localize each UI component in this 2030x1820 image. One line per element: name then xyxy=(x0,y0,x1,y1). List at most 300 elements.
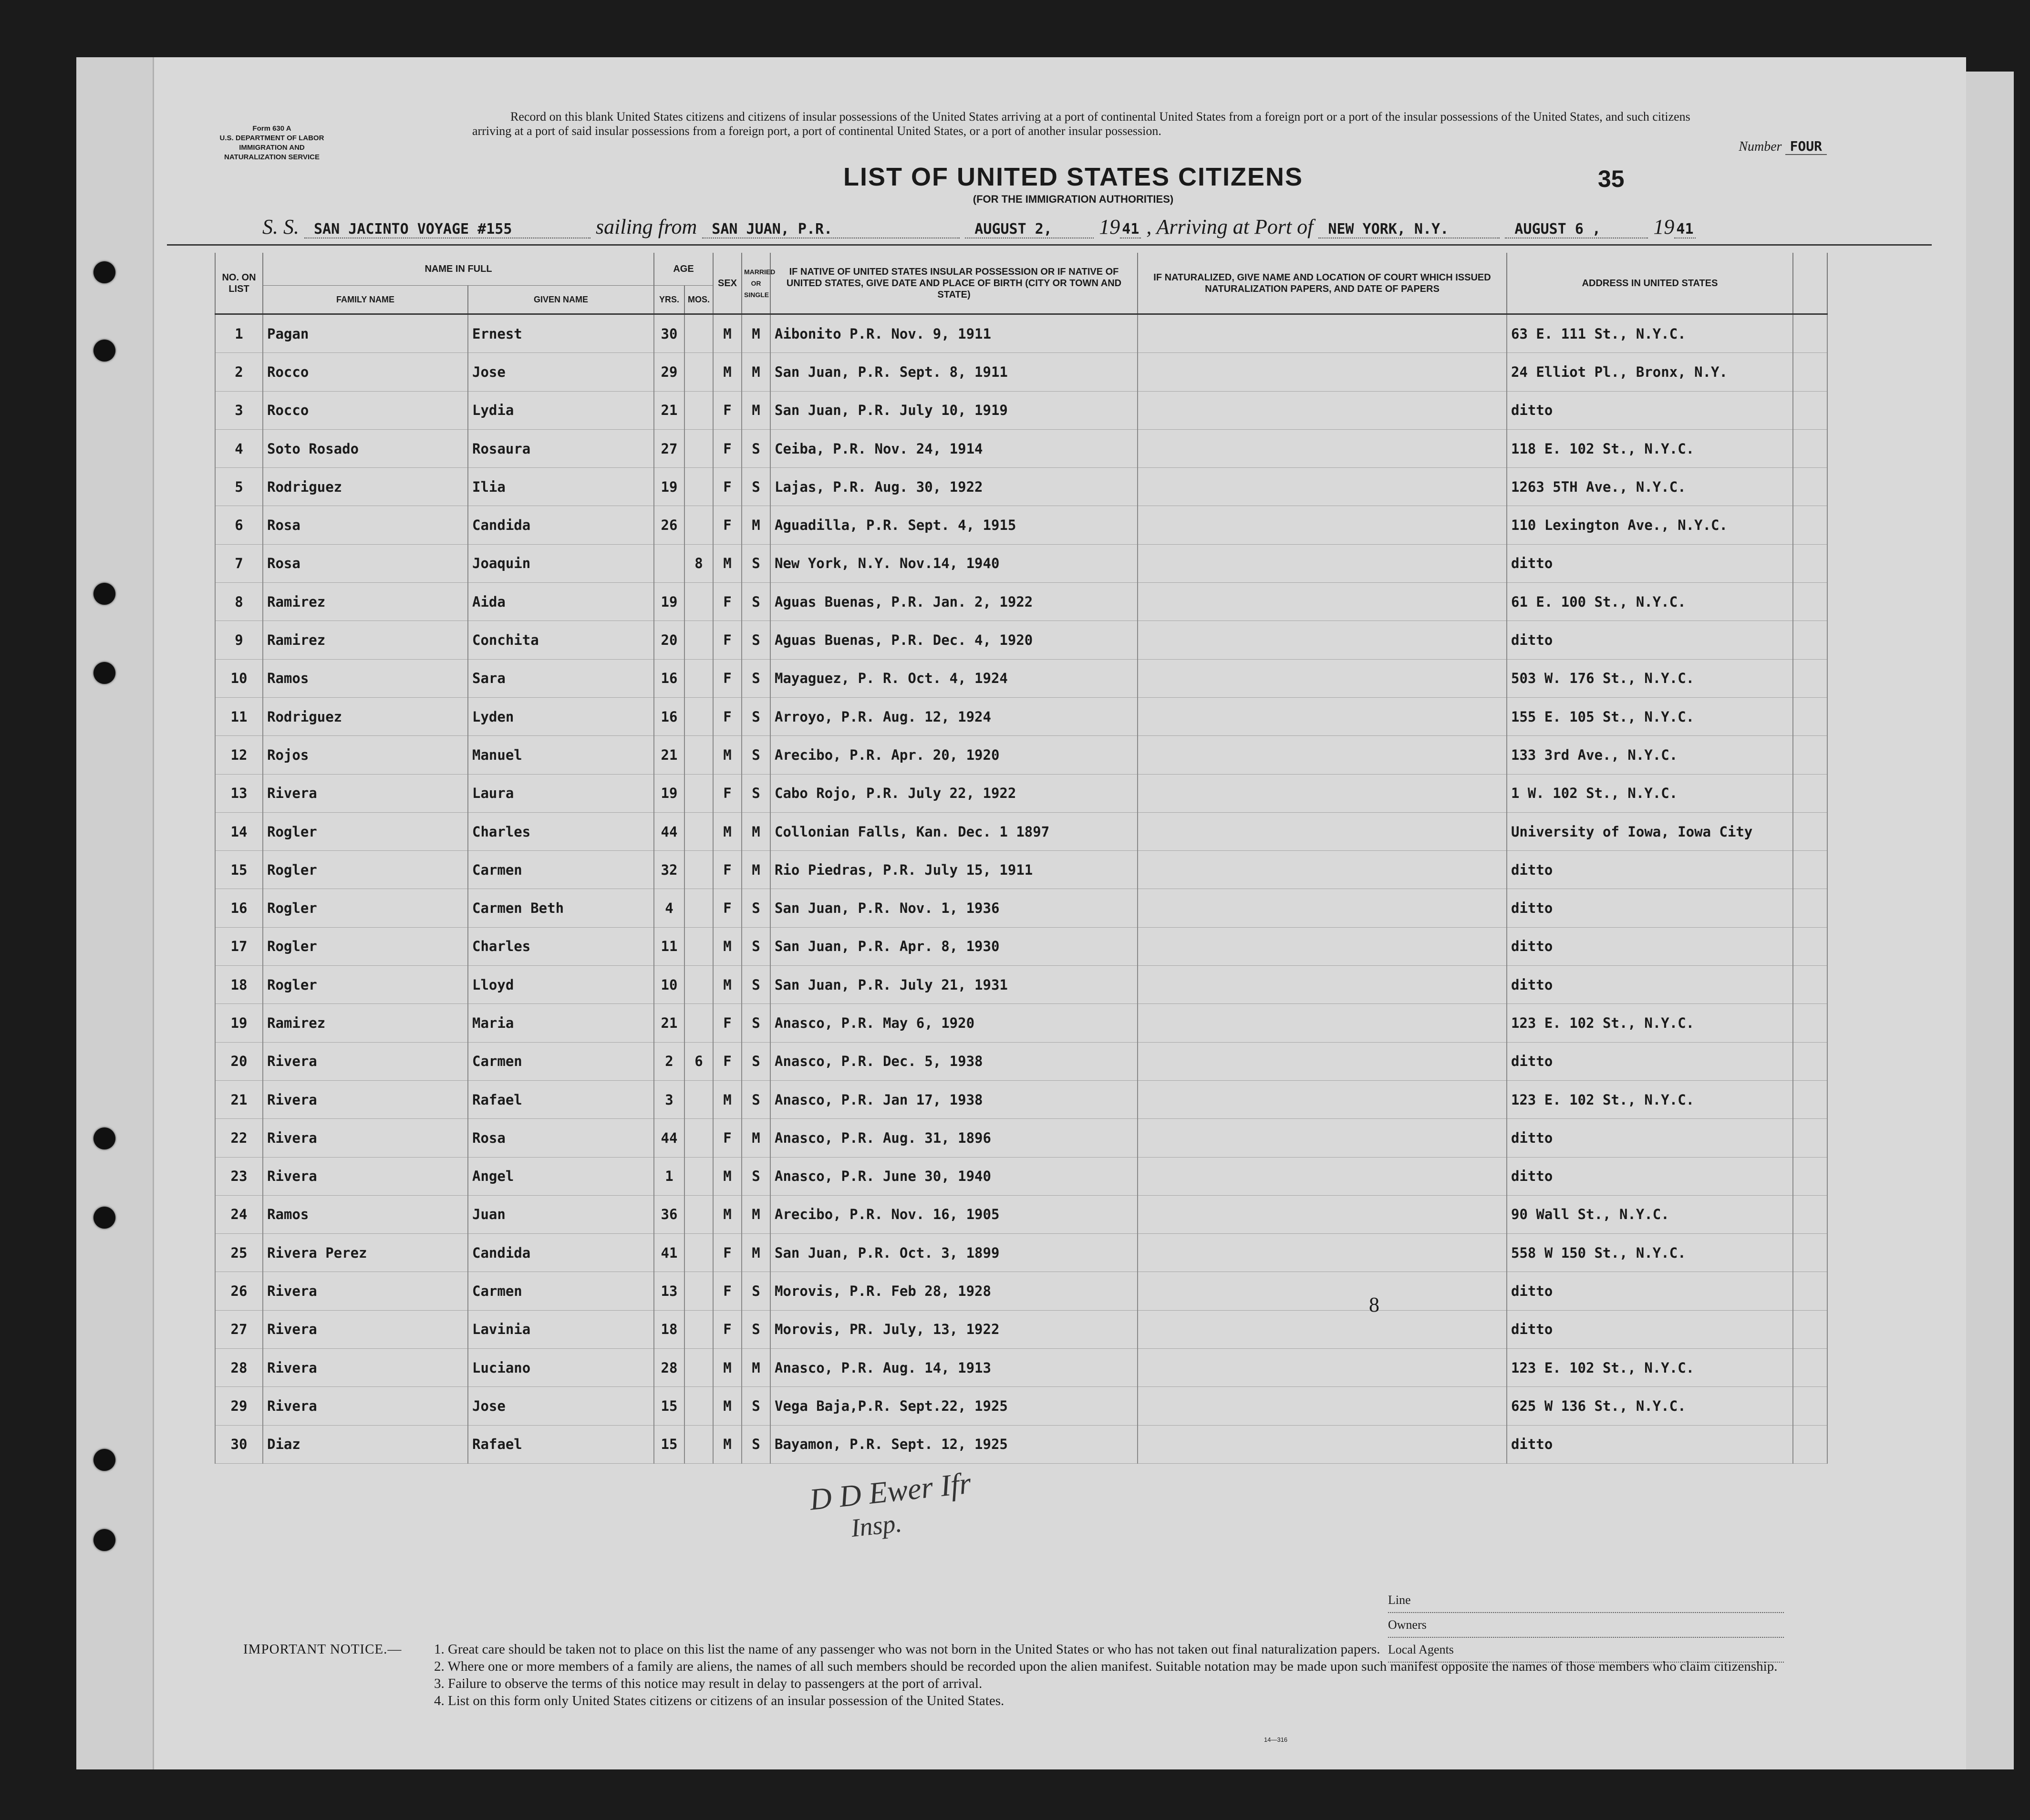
col-naturalized: IF NATURALIZED, GIVE NAME AND LOCATION OF COURT WHICH ISSUED NATURALIZATION PAPERS, AND DATE OF PAPERS xyxy=(1138,253,1507,314)
marital-status: S xyxy=(742,889,770,927)
row-number: 29 xyxy=(215,1387,263,1425)
row-number: 10 xyxy=(215,659,263,697)
marital-status: M xyxy=(742,1195,770,1233)
department: U.S. DEPARTMENT OF LABOR xyxy=(219,134,324,142)
age-months xyxy=(684,1272,713,1310)
col-no: NO. ON LIST xyxy=(215,253,263,314)
age-months xyxy=(684,391,713,429)
punch-hole xyxy=(93,340,115,362)
age-years: 26 xyxy=(654,506,684,544)
naturalization xyxy=(1138,1234,1507,1272)
naturalization xyxy=(1138,1119,1507,1157)
sex: F xyxy=(713,429,742,467)
naturalization xyxy=(1138,1387,1507,1425)
birth-place-date: Bayamon, P.R. Sept. 12, 1925 xyxy=(770,1425,1138,1463)
table-row xyxy=(215,774,1827,812)
given-name: Carmen Beth xyxy=(468,889,654,927)
sex: F xyxy=(713,889,742,927)
marital-status: S xyxy=(742,1425,770,1463)
naturalization xyxy=(1138,429,1507,467)
row-number: 27 xyxy=(215,1310,263,1348)
naturalization xyxy=(1138,966,1507,1004)
sex: F xyxy=(713,506,742,544)
marital-status: S xyxy=(742,1272,770,1310)
age-months xyxy=(684,1195,713,1233)
us-address: ditto xyxy=(1507,966,1793,1004)
marital-status: M xyxy=(742,851,770,889)
signature-name: D D Ewer Ifr xyxy=(808,1466,973,1517)
us-address: 1263 5TH Ave., N.Y.C. xyxy=(1507,468,1793,506)
table-row xyxy=(215,314,1827,353)
form-area xyxy=(167,72,1927,1743)
age-years: 1 xyxy=(654,1157,684,1195)
header-rule xyxy=(167,244,1932,246)
family-name: Rivera xyxy=(263,1349,468,1387)
us-address: 118 E. 102 St., N.Y.C. xyxy=(1507,429,1793,467)
page-title: LIST OF UNITED STATES CITIZENS xyxy=(843,163,1303,191)
family-name: Rivera xyxy=(263,1080,468,1118)
sex: M xyxy=(713,966,742,1004)
col-birth: IF NATIVE OF UNITED STATES INSULAR POSSESSION OR IF NATIVE OF UNITED STATES, GIVE DATE AND PLACE OF BIRTH (CITY OR TOWN AND STATE) xyxy=(770,253,1138,314)
marital-status: S xyxy=(742,1042,770,1080)
naturalization xyxy=(1138,1425,1507,1463)
birth-place-date: Anasco, P.R. May 6, 1920 xyxy=(770,1004,1138,1042)
row-number: 6 xyxy=(215,506,263,544)
page-edge xyxy=(1966,72,2014,1769)
us-address: University of Iowa, Iowa City xyxy=(1507,812,1793,850)
given-name: Angel xyxy=(468,1157,654,1195)
punch-hole xyxy=(93,1449,115,1471)
family-name: Rosa xyxy=(263,506,468,544)
us-address: 90 Wall St., N.Y.C. xyxy=(1507,1195,1793,1233)
sex: F xyxy=(713,1119,742,1157)
blank-cell xyxy=(1793,1310,1827,1348)
age-years: 10 xyxy=(654,966,684,1004)
blank-cell xyxy=(1793,736,1827,774)
family-name: Diaz xyxy=(263,1425,468,1463)
blank-cell xyxy=(1793,506,1827,544)
blank-cell xyxy=(1793,851,1827,889)
marital-status: S xyxy=(742,774,770,812)
age-years: 16 xyxy=(654,697,684,735)
age-years: 30 xyxy=(654,314,684,353)
naturalization xyxy=(1138,1310,1507,1348)
sex: M xyxy=(713,1387,742,1425)
naturalization xyxy=(1138,1157,1507,1195)
row-number: 19 xyxy=(215,1004,263,1042)
birth-place-date: Anasco, P.R. Aug. 31, 1896 xyxy=(770,1119,1138,1157)
table-row xyxy=(215,506,1827,544)
naturalization xyxy=(1138,544,1507,582)
age-months xyxy=(684,1004,713,1042)
sex: F xyxy=(713,621,742,659)
table-row xyxy=(215,391,1827,429)
age-months xyxy=(684,353,713,391)
table-row xyxy=(215,544,1827,582)
row-number: 26 xyxy=(215,1272,263,1310)
table-row xyxy=(215,1387,1827,1425)
punch-hole xyxy=(93,583,115,605)
table-row xyxy=(215,889,1827,927)
row-number: 5 xyxy=(215,468,263,506)
table-row xyxy=(215,1004,1827,1042)
marital-status: M xyxy=(742,506,770,544)
us-address: 61 E. 100 St., N.Y.C. xyxy=(1507,583,1793,621)
us-address: ditto xyxy=(1507,1310,1793,1348)
arrival-year-prefix: 19 xyxy=(1653,215,1675,238)
sex: F xyxy=(713,1310,742,1348)
us-address: 503 W. 176 St., N.Y.C. xyxy=(1507,659,1793,697)
blank-cell xyxy=(1793,927,1827,965)
age-months xyxy=(684,1425,713,1463)
table-row xyxy=(215,1195,1827,1233)
age-months: 6 xyxy=(684,1042,713,1080)
table-row xyxy=(215,736,1827,774)
blank-cell xyxy=(1793,1387,1827,1425)
age-years: 19 xyxy=(654,468,684,506)
age-years: 20 xyxy=(654,621,684,659)
birth-place-date: Rio Piedras, P.R. July 15, 1911 xyxy=(770,851,1138,889)
age-months xyxy=(684,659,713,697)
age-years: 2 xyxy=(654,1042,684,1080)
departure-date: AUGUST 2, xyxy=(965,221,1094,238)
age-years: 13 xyxy=(654,1272,684,1310)
row-number: 17 xyxy=(215,927,263,965)
blank-cell xyxy=(1793,1004,1827,1042)
punch-hole xyxy=(93,1529,115,1551)
naturalization xyxy=(1138,468,1507,506)
given-name: Carmen xyxy=(468,851,654,889)
blank-cell xyxy=(1793,353,1827,391)
blank-cell xyxy=(1793,314,1827,353)
family-name: Rogler xyxy=(263,812,468,850)
marital-status: S xyxy=(742,697,770,735)
birth-place-date: Morovis, PR. July, 13, 1922 xyxy=(770,1310,1138,1348)
marital-status: S xyxy=(742,1157,770,1195)
print-code: 14—316 xyxy=(1264,1736,1288,1743)
naturalization xyxy=(1138,1349,1507,1387)
given-name: Juan xyxy=(468,1195,654,1233)
naturalization xyxy=(1138,391,1507,429)
age-months xyxy=(684,1157,713,1195)
naturalization xyxy=(1138,697,1507,735)
family-name: Rivera xyxy=(263,774,468,812)
us-address: 155 E. 105 St., N.Y.C. xyxy=(1507,697,1793,735)
age-months xyxy=(684,851,713,889)
col-yrs: YRS. xyxy=(654,286,684,314)
blank-cell xyxy=(1793,1234,1827,1272)
sex: M xyxy=(713,1425,742,1463)
naturalization xyxy=(1138,1272,1507,1310)
punch-hole xyxy=(93,1207,115,1229)
marital-status: S xyxy=(742,1310,770,1348)
punch-hole xyxy=(93,261,115,283)
departure-year-prefix: 19 xyxy=(1099,215,1120,238)
naturalization xyxy=(1138,1042,1507,1080)
us-address: 24 Elliot Pl., Bronx, N.Y. xyxy=(1507,353,1793,391)
age-years: 15 xyxy=(654,1387,684,1425)
blank-cell xyxy=(1793,1195,1827,1233)
row-number: 21 xyxy=(215,1080,263,1118)
col-sex: SEX xyxy=(713,253,742,314)
age-months xyxy=(684,1119,713,1157)
us-address: ditto xyxy=(1507,544,1793,582)
blank-cell xyxy=(1793,429,1827,467)
notice-lead: IMPORTANT NOTICE.— xyxy=(243,1642,402,1657)
age-years: 36 xyxy=(654,1195,684,1233)
us-address: ditto xyxy=(1507,1157,1793,1195)
sex: M xyxy=(713,314,742,353)
list-number xyxy=(1739,138,1827,155)
given-name: Luciano xyxy=(468,1349,654,1387)
us-address: 123 E. 102 St., N.Y.C. xyxy=(1507,1080,1793,1118)
family-name: Rogler xyxy=(263,927,468,965)
family-name: Ramirez xyxy=(263,1004,468,1042)
blank-cell xyxy=(1793,812,1827,850)
us-address: ditto xyxy=(1507,1272,1793,1310)
given-name: Carmen xyxy=(468,1042,654,1080)
row-number: 30 xyxy=(215,1425,263,1463)
birth-place-date: San Juan, P.R. July 21, 1931 xyxy=(770,966,1138,1004)
blank-cell xyxy=(1793,1272,1827,1310)
family-name: Rogler xyxy=(263,966,468,1004)
given-name: Laura xyxy=(468,774,654,812)
us-address: 625 W 136 St., N.Y.C. xyxy=(1507,1387,1793,1425)
naturalization xyxy=(1138,353,1507,391)
given-name: Charles xyxy=(468,927,654,965)
ss-label: S. S. xyxy=(262,215,299,238)
sex: M xyxy=(713,812,742,850)
birth-place-date: Aguas Buenas, P.R. Jan. 2, 1922 xyxy=(770,583,1138,621)
us-address: 123 E. 102 St., N.Y.C. xyxy=(1507,1004,1793,1042)
age-months xyxy=(684,889,713,927)
signature-title: Insp. xyxy=(849,1509,903,1543)
table-row xyxy=(215,966,1827,1004)
sex: F xyxy=(713,391,742,429)
family-name: Rojos xyxy=(263,736,468,774)
birth-place-date: Arecibo, P.R. Nov. 16, 1905 xyxy=(770,1195,1138,1233)
row-number: 4 xyxy=(215,429,263,467)
birth-place-date: Vega Baja,P.R. Sept.22, 1925 xyxy=(770,1387,1138,1425)
birth-place-date: San Juan, P.R. Nov. 1, 1936 xyxy=(770,889,1138,927)
row-number: 22 xyxy=(215,1119,263,1157)
birth-place-date: Anasco, P.R. Aug. 14, 1913 xyxy=(770,1349,1138,1387)
row-number: 20 xyxy=(215,1042,263,1080)
marital-status: M xyxy=(742,353,770,391)
form-instruction xyxy=(472,110,1731,138)
birth-place-date: Collonian Falls, Kan. Dec. 1 1897 xyxy=(770,812,1138,850)
line-field: Line xyxy=(1388,1588,1784,1613)
marital-status: S xyxy=(742,1004,770,1042)
table-row xyxy=(215,1310,1827,1348)
age-years: 21 xyxy=(654,736,684,774)
age-years: 21 xyxy=(654,1004,684,1042)
us-address: ditto xyxy=(1507,1119,1793,1157)
age-years: 19 xyxy=(654,583,684,621)
col-given-name: GIVEN NAME xyxy=(468,286,654,314)
row-number: 11 xyxy=(215,697,263,735)
marital-status: S xyxy=(742,468,770,506)
marital-status: M xyxy=(742,391,770,429)
us-address: 558 W 150 St., N.Y.C. xyxy=(1507,1234,1793,1272)
page-number: 35 xyxy=(1598,165,1625,192)
age-months xyxy=(684,736,713,774)
notice-item: 2. Where one or more members of a family are aliens, the names of all such members should be recorded upon the alien manifest. Suitable notation may be made upon such manifest opposite the names of those members who claim citizenship. xyxy=(434,1659,1778,1674)
given-name: Lyden xyxy=(468,697,654,735)
sex: F xyxy=(713,774,742,812)
us-address: 1 W. 102 St., N.Y.C. xyxy=(1507,774,1793,812)
sex: M xyxy=(713,544,742,582)
sex: M xyxy=(713,927,742,965)
table-row xyxy=(215,621,1827,659)
blank-cell xyxy=(1793,621,1827,659)
ship-name: SAN JACINTO VOYAGE #155 xyxy=(304,221,590,238)
age-years: 44 xyxy=(654,1119,684,1157)
age-months xyxy=(684,583,713,621)
naturalization xyxy=(1138,506,1507,544)
age-months xyxy=(684,506,713,544)
table-row xyxy=(215,1349,1827,1387)
sex: F xyxy=(713,851,742,889)
marital-status: M xyxy=(742,1349,770,1387)
arrival-year: 41 xyxy=(1674,221,1695,238)
age-years: 19 xyxy=(654,774,684,812)
row-number: 23 xyxy=(215,1157,263,1195)
age-years: 28 xyxy=(654,1349,684,1387)
blank-cell xyxy=(1793,544,1827,582)
blank-cell xyxy=(1793,583,1827,621)
departure-port: SAN JUAN, P.R. xyxy=(702,221,960,238)
blank-cell xyxy=(1793,1042,1827,1080)
marital-status: S xyxy=(742,966,770,1004)
owners-field: Owners xyxy=(1388,1613,1784,1638)
form-identifier xyxy=(196,124,348,162)
given-name: Rosa xyxy=(468,1119,654,1157)
binder-margin xyxy=(76,57,154,1769)
age-months xyxy=(684,966,713,1004)
notice-item: 1. Great care should be taken not to place on this list the name of any passenger who was not born in the United States or who has not taken out final naturalization papers. xyxy=(434,1642,1380,1657)
arrival-port: NEW YORK, N.Y. xyxy=(1318,221,1500,238)
age-months xyxy=(684,429,713,467)
age-years: 11 xyxy=(654,927,684,965)
sex: F xyxy=(713,1004,742,1042)
sex: M xyxy=(713,1080,742,1118)
marital-status: M xyxy=(742,1234,770,1272)
row-number: 12 xyxy=(215,736,263,774)
us-address: ditto xyxy=(1507,1042,1793,1080)
naturalization xyxy=(1138,621,1507,659)
birth-place-date: San Juan, P.R. Apr. 8, 1930 xyxy=(770,927,1138,965)
naturalization xyxy=(1138,583,1507,621)
family-name: Pagan xyxy=(263,314,468,353)
age-months xyxy=(684,927,713,965)
birth-place-date: Morovis, P.R. Feb 28, 1928 xyxy=(770,1272,1138,1310)
family-name: Rivera xyxy=(263,1119,468,1157)
inspector-signature xyxy=(808,1466,976,1547)
punch-hole xyxy=(93,1127,115,1149)
col-blank xyxy=(1793,253,1827,314)
instruction-text: Record on this blank United States citizens and citizens of insular possessions of the United States arriving at a port of continental United States from a foreign port or a port of the insular possessions of the United States, and such citizens arriving at a port of said insular possessions from a foreign port, a port of continental United States, or a port of another insular possession. xyxy=(472,110,1690,138)
column-header-row xyxy=(215,253,1827,286)
family-name: Rivera xyxy=(263,1310,468,1348)
blank-cell xyxy=(1793,1425,1827,1463)
given-name: Lydia xyxy=(468,391,654,429)
naturalization xyxy=(1138,659,1507,697)
notice-list xyxy=(243,1641,1875,1709)
birth-place-date: Arecibo, P.R. Apr. 20, 1920 xyxy=(770,736,1138,774)
table-row xyxy=(215,1042,1827,1080)
naturalization xyxy=(1138,851,1507,889)
given-name: Jose xyxy=(468,1387,654,1425)
blank-cell xyxy=(1793,1349,1827,1387)
us-address: 133 3rd Ave., N.Y.C. xyxy=(1507,736,1793,774)
family-name: Soto Rosado xyxy=(263,429,468,467)
age-years xyxy=(654,544,684,582)
marital-status: S xyxy=(742,659,770,697)
row-number: 8 xyxy=(215,583,263,621)
blank-cell xyxy=(1793,1119,1827,1157)
birth-place-date: New York, N.Y. Nov.14, 1940 xyxy=(770,544,1138,582)
given-name: Candida xyxy=(468,1234,654,1272)
given-name: Aida xyxy=(468,583,654,621)
naturalization xyxy=(1138,812,1507,850)
given-name: Lavinia xyxy=(468,1310,654,1348)
table-row xyxy=(215,468,1827,506)
sex: M xyxy=(713,1157,742,1195)
birth-place-date: Mayaguez, P. R. Oct. 4, 1924 xyxy=(770,659,1138,697)
table-row xyxy=(215,1425,1827,1463)
given-name: Maria xyxy=(468,1004,654,1042)
page-subtitle: (FOR THE IMMIGRATION AUTHORITIES) xyxy=(973,193,1174,205)
us-address: ditto xyxy=(1507,621,1793,659)
marital-status: S xyxy=(742,1387,770,1425)
family-name: Rivera xyxy=(263,1157,468,1195)
marital-status: S xyxy=(742,621,770,659)
age-months xyxy=(684,1310,713,1348)
family-name: Rosa xyxy=(263,544,468,582)
row-number: 14 xyxy=(215,812,263,850)
blank-cell xyxy=(1793,1080,1827,1118)
col-mos: MOS. xyxy=(684,286,713,314)
sex: M xyxy=(713,1195,742,1233)
birth-place-date: Cabo Rojo, P.R. July 22, 1922 xyxy=(770,774,1138,812)
given-name: Ilia xyxy=(468,468,654,506)
us-address: ditto xyxy=(1507,889,1793,927)
blank-cell xyxy=(1793,697,1827,735)
number-label: Number xyxy=(1739,139,1782,154)
blank-cell xyxy=(1793,659,1827,697)
age-months xyxy=(684,1234,713,1272)
birth-place-date: San Juan, P.R. July 10, 1919 xyxy=(770,391,1138,429)
row-number: 16 xyxy=(215,889,263,927)
row-number: 13 xyxy=(215,774,263,812)
naturalization xyxy=(1138,889,1507,927)
table-row xyxy=(215,697,1827,735)
row-number: 15 xyxy=(215,851,263,889)
sex: F xyxy=(713,1272,742,1310)
age-years: 44 xyxy=(654,812,684,850)
sex: F xyxy=(713,659,742,697)
age-months xyxy=(684,774,713,812)
age-years: 15 xyxy=(654,1425,684,1463)
us-address: 123 E. 102 St., N.Y.C. xyxy=(1507,1349,1793,1387)
blank-cell xyxy=(1793,889,1827,927)
marital-status: S xyxy=(742,429,770,467)
us-address: ditto xyxy=(1507,391,1793,429)
given-name: Manuel xyxy=(468,736,654,774)
birth-place-date: Anasco, P.R. June 30, 1940 xyxy=(770,1157,1138,1195)
sex: M xyxy=(713,736,742,774)
